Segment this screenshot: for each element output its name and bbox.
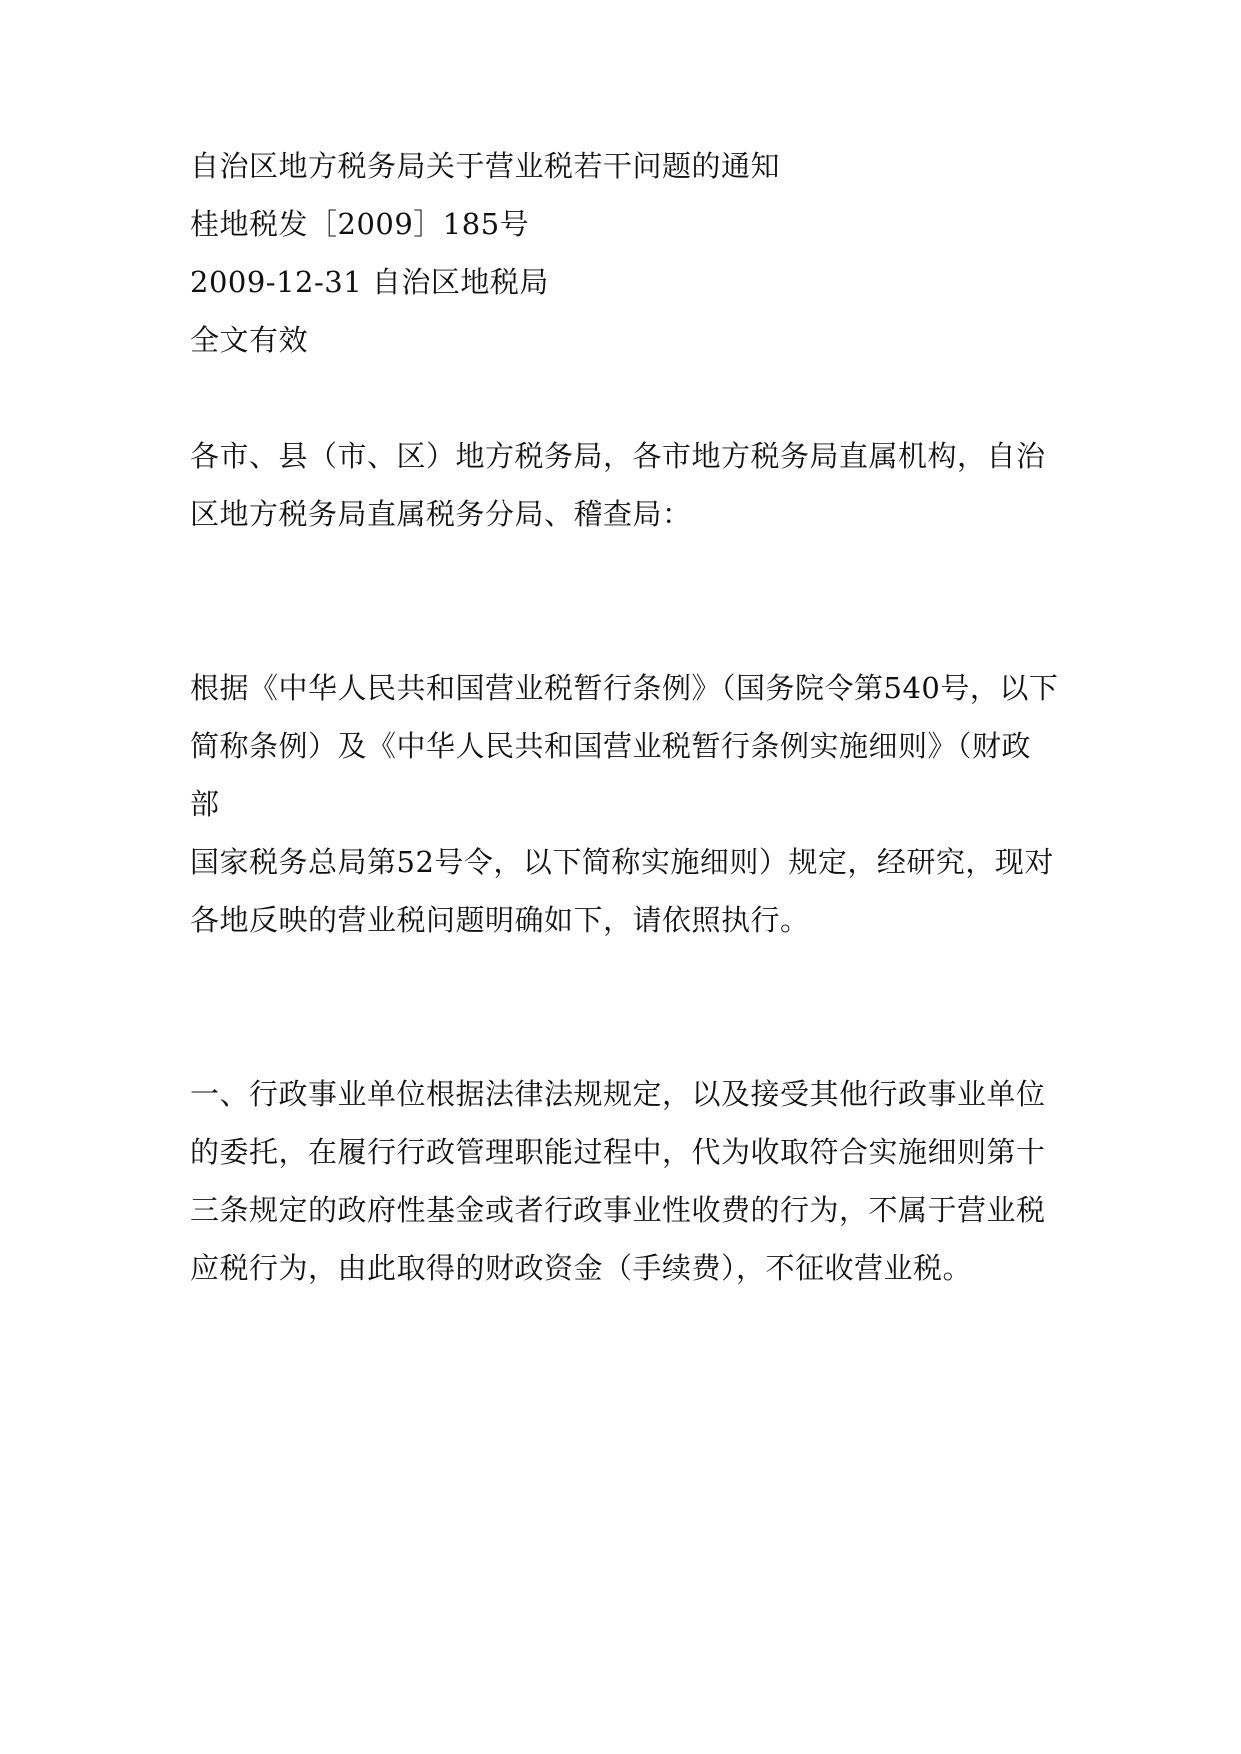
- preamble-line: 根据《中华人民共和国营业税暂行条例》（国务院令第540号，以下: [190, 671, 1059, 705]
- preamble-line: 国家税务总局第52号令，以下简称实施细则）规定，经研究，现对: [190, 845, 1054, 879]
- document-status: 全文有效: [190, 323, 309, 357]
- addressee-line: 各市、县（市、区）地方税务局，各市地方税务局直属机构，自治: [190, 439, 1046, 473]
- preamble-line: 各地反映的营业税问题明确如下，请依照执行。: [190, 903, 810, 937]
- addressee-line: 区地方税务局直属税务分局、稽查局：: [190, 497, 692, 531]
- section-one-line: 三条规定的政府性基金或者行政事业性收费的行为，不属于营业税: [190, 1193, 1046, 1227]
- document-number: 桂地税发［2009］185号: [190, 207, 530, 241]
- preamble-line: 简称条例）及《中华人民共和国营业税暂行条例实施细则》（财政: [190, 729, 1032, 763]
- document-title: 自治区地方税务局关于营业税若干问题的通知: [190, 149, 781, 183]
- preamble-line: 部: [190, 787, 220, 821]
- section-one-line: 一、行政事业单位根据法律法规规定，以及接受其他行政事业单位: [190, 1077, 1046, 1111]
- document-date-issuer: 2009-12-31 自治区地税局: [190, 265, 549, 299]
- section-one-line: 的委托，在履行行政管理职能过程中，代为收取符合实施细则第十: [190, 1135, 1046, 1169]
- section-one-line: 应税行为，由此取得的财政资金（手续费），不征收营业税。: [190, 1251, 973, 1285]
